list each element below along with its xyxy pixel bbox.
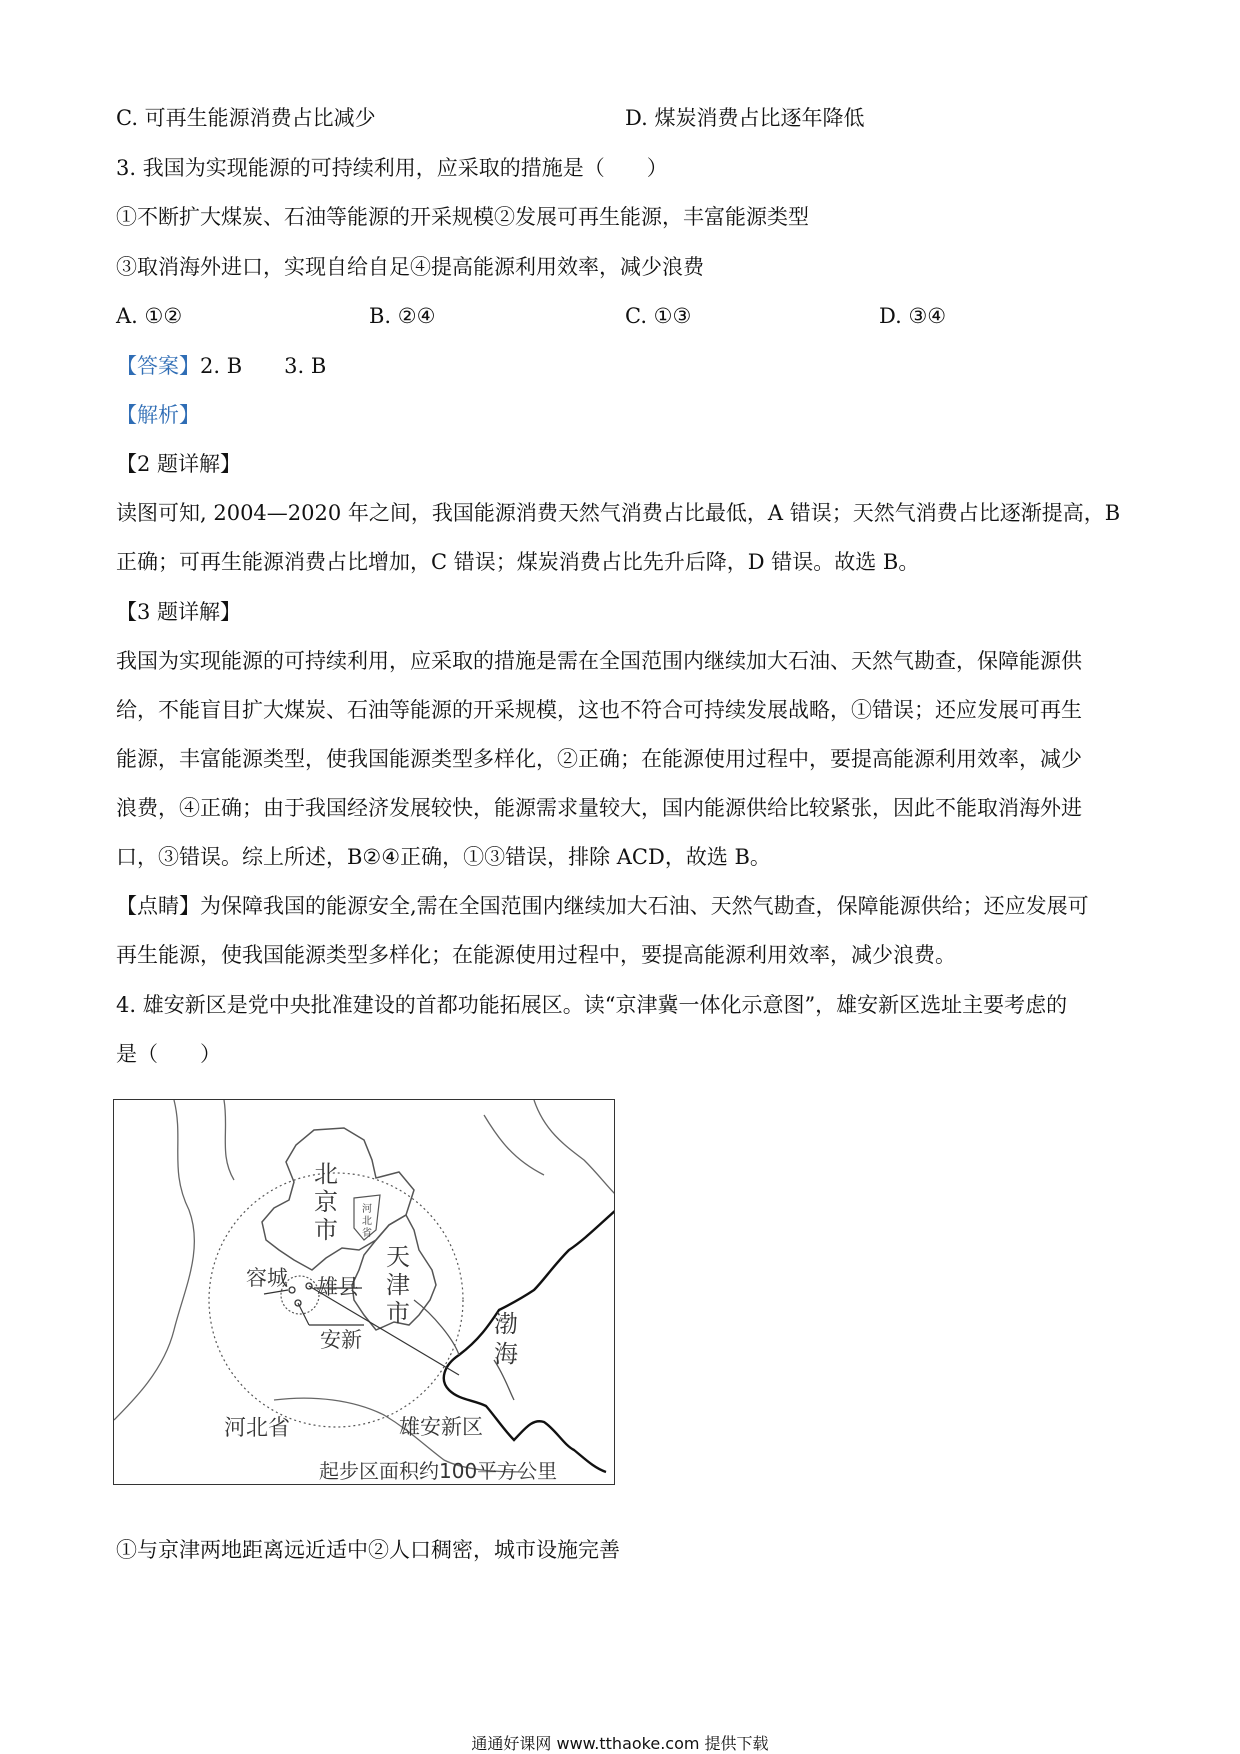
q3-detail-line-4: 浪费，④正确；由于我国经济发展较快，能源需求量较大，国内能源供给比较紧张，因此不能取消海外进 xyxy=(116,796,1082,820)
q2-detail-heading: 【2 题详解】 xyxy=(116,452,242,476)
label-xiongan: 雄安新区 xyxy=(399,1415,483,1439)
label-tianjin-2: 津 xyxy=(386,1271,410,1299)
q3-detail-line-1: 我国为实现能源的可持续利用，应采取的措施是需在全国范围内继续加大石油、天然气勘查，保障能源供 xyxy=(116,649,1082,673)
q4-stem-line-1: 4. 雄安新区是党中央批准建设的首都功能拓展区。读“京津冀一体化示意图”，雄安新区选址主要考虑的 xyxy=(116,993,1068,1017)
answer-tag: 【答案】 xyxy=(116,354,200,378)
jing-jin-ji-map xyxy=(113,1099,615,1485)
q3-statement-line-2: ③取消海外进口，实现自给自足④提高能源利用效率，减少浪费 xyxy=(116,255,704,279)
analysis-tag: 【解析】 xyxy=(116,403,200,427)
q3-detail-line-5: 口，③错误。综上所述，B②④正确，①③错误，排除 ACD，故选 B。 xyxy=(116,845,771,869)
q4-stem-line-2: 是（ ） xyxy=(116,1042,221,1066)
q4-option-line: ①与京津两地距离远近适中②人口稠密，城市设施完善 xyxy=(116,1538,620,1562)
label-tianjin-3: 市 xyxy=(386,1299,410,1327)
dianjing-line-2: 再生能源，使我国能源类型多样化；在能源使用过程中，要提高能源利用效率，减少浪费。 xyxy=(116,943,956,967)
map-drawing xyxy=(114,1100,615,1485)
dianjing-text-1: 为保障我国的能源安全,需在全国范围内继续加大石油、天然气勘查，保障能源供给；还应发展可 xyxy=(200,894,1089,918)
label-anxin: 安新 xyxy=(320,1328,362,1352)
page-footer: 通通好课网 www.tthaoke.com 提供下载 xyxy=(471,1734,769,1753)
label-tianjin-1: 天 xyxy=(386,1243,410,1271)
label-bohai-2: 海 xyxy=(494,1340,518,1368)
q2-option-c: C. 可再生能源消费占比减少 xyxy=(116,106,376,130)
label-area-note: 起步区面积约100平方公里 xyxy=(319,1459,558,1483)
label-hebei-small-3: 省 xyxy=(362,1228,372,1239)
q3-option-a: A. ①② xyxy=(116,304,183,328)
q3-detail-heading: 【3 题详解】 xyxy=(116,600,242,624)
label-hebei: 河北省 xyxy=(224,1416,291,1441)
label-xiongxian: 雄县 xyxy=(317,1275,359,1299)
q2-detail-line-2: 正确；可再生能源消费占比增加，C 错误；煤炭消费占比先升后降，D 错误。故选 B。 xyxy=(116,550,920,574)
q3-detail-line-3: 能源，丰富能源类型，使我国能源类型多样化，②正确；在能源使用过程中，要提高能源利用效率，减少 xyxy=(116,747,1082,771)
answer-text: 2. B 3. B xyxy=(200,354,327,378)
dianjing-line-1 xyxy=(116,891,1089,921)
q2-option-d: D. 煤炭消费占比逐年降低 xyxy=(625,106,865,130)
answer-line xyxy=(116,351,326,381)
label-beijing-3: 市 xyxy=(314,1216,338,1244)
q3-detail-line-2: 给，不能盲目扩大煤炭、石油等能源的开采规模，这也不符合可持续发展战略，①错误；还应发展可再生 xyxy=(116,698,1082,722)
q3-stem: 3. 我国为实现能源的可持续利用，应采取的措施是（ ） xyxy=(116,156,668,180)
q3-statement-line-1: ①不断扩大煤炭、石油等能源的开采规模②发展可再生能源，丰富能源类型 xyxy=(116,205,809,229)
label-hebei-small-2: 北 xyxy=(362,1216,372,1227)
label-rongcheng: 容城 xyxy=(246,1266,288,1290)
label-beijing-2: 京 xyxy=(314,1188,338,1216)
dianjing-tag: 【点睛】 xyxy=(116,894,200,918)
q3-option-c: C. ①③ xyxy=(625,304,692,328)
label-hebei-small-1: 河 xyxy=(362,1204,372,1215)
label-beijing-1: 北 xyxy=(314,1160,338,1188)
label-bohai-1: 渤 xyxy=(494,1310,518,1338)
q2-detail-line-1: 读图可知, 2004—2020 年之间，我国能源消费天然气消费占比最低，A 错误；天然气消费占比逐渐提高，B xyxy=(116,501,1121,525)
q3-option-b: B. ②④ xyxy=(369,304,436,328)
q3-option-d: D. ③④ xyxy=(879,304,947,328)
